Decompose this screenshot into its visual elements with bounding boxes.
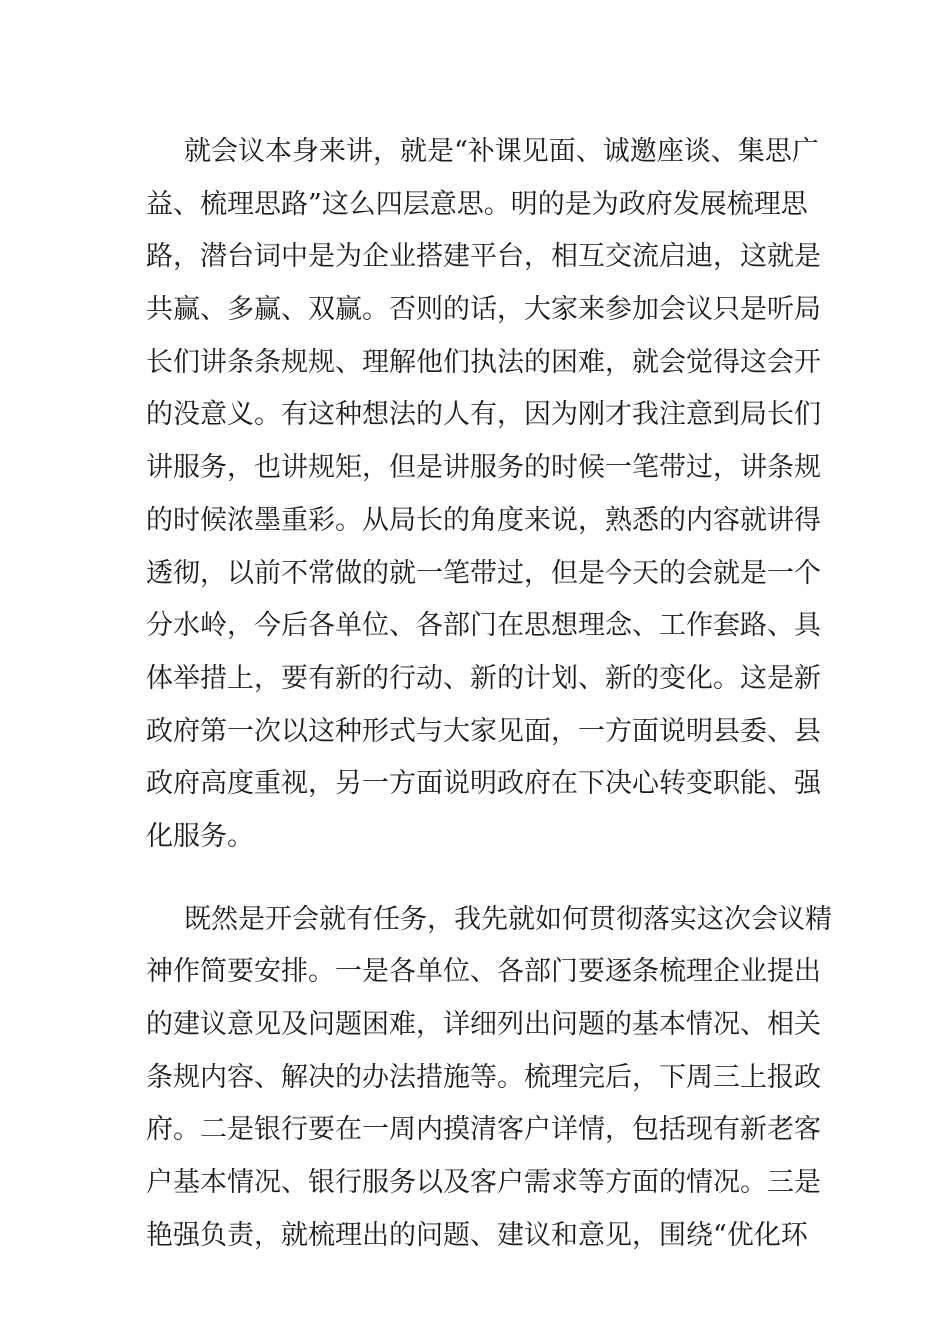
- paragraph-1: [146, 126, 821, 864]
- text-line: 透彻，以前不常做的就一笔带过，但是今天的会就是一个: [146, 557, 821, 589]
- text-line: 路，潜台词中是为企业搭建平台，相互交流启迪，这就是: [146, 241, 821, 273]
- text-line: 条规内容、解决的办法措施等。梳理完后，下周三上报政: [146, 1061, 821, 1093]
- text-line: 既然是开会就有任务，我先就如何贯彻落实这次会议精: [184, 903, 832, 935]
- text-line: 共赢、多赢、双赢。否则的话，大家来参加会议只是听局: [146, 294, 821, 326]
- text-line: 的建议意见及问题困难，详细列出问题的基本情况、相关: [146, 1009, 821, 1040]
- text-line: 体举措上，要有新的行动、新的计划、新的变化。这是新: [146, 662, 821, 694]
- text-line: 府。二是银行要在一周内摸清客户详情，包括现有新老客: [146, 1114, 821, 1146]
- text-line: 长们讲条条规规、理解他们执法的困难，就会觉得这会开: [146, 346, 821, 378]
- text-line: 政府高度重视，另一方面说明政府在下决心转变职能、强: [146, 768, 821, 800]
- document-body: [146, 126, 832, 1262]
- text-line: 的没意义。有这种想法的人有，因为刚才我注意到局长们: [146, 399, 821, 431]
- text-line: 政府第一次以这种形式与大家见面，一方面说明县委、县: [146, 715, 821, 747]
- text-line: 的时候浓墨重彩。从局长的角度来说，熟悉的内容就讲得: [146, 504, 821, 536]
- text-line: 户基本情况、银行服务以及客户需求等方面的情况。三是: [146, 1167, 821, 1199]
- text-line: 分水岭，今后各单位、各部门在思想理念、工作套路、具: [146, 610, 821, 642]
- text-line: 艳强负责，就梳理出的问题、建议和意见，围绕“优化环: [146, 1219, 808, 1251]
- paragraph-2: [146, 894, 832, 1263]
- text-line: 神作简要安排。一是各单位、各部门要逐条梳理企业提出: [146, 956, 821, 988]
- text-line: 化服务。: [146, 820, 254, 852]
- text-line: 就会议本身来讲，就是“补课见面、诚邀座谈、集思广: [184, 136, 819, 167]
- text-line: 讲服务，也讲规矩，但是讲服务的时候一笔带过，讲条规: [146, 452, 821, 484]
- text-line: 益、梳理思路”这么四层意思。明的是为政府发展梳理思: [146, 188, 808, 220]
